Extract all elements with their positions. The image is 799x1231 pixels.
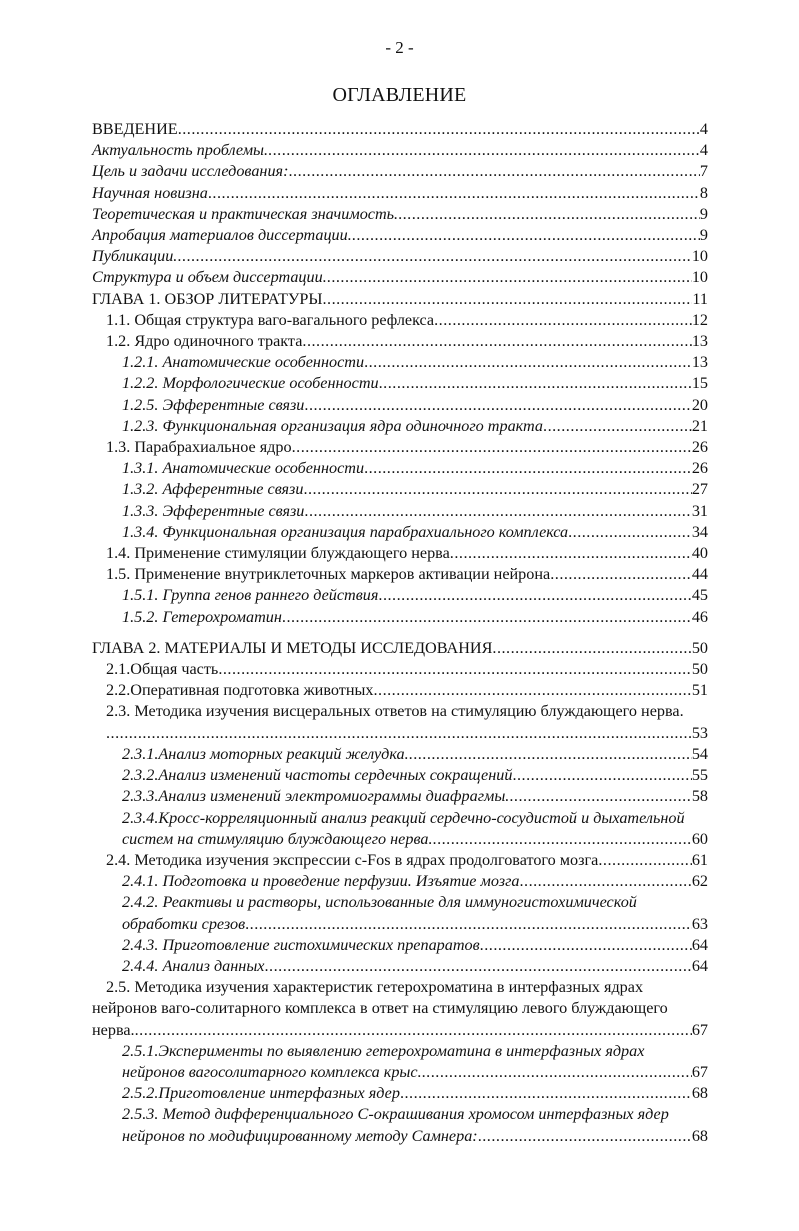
toc-entry-title: 2.3. Методика изучения висцеральных ответов на стимуляцию блуждающего нерва. <box>106 702 684 721</box>
dot-leader <box>400 1083 692 1104</box>
toc-page-number: 34 <box>691 522 708 541</box>
toc-entry-title: 2.3.4.Кросс-корреляционный анализ реакций сердечно-сосудистой и дыхательной <box>122 808 685 827</box>
toc-entry-title: 1.2.3. Функциональная организация ядра одиночного тракта <box>122 416 544 435</box>
toc-entry-title: 1.2.5. Эфферентные связи <box>122 395 305 414</box>
toc-page-number: 63 <box>691 914 708 933</box>
toc-entry-title: 2.4.3. Приготовление гистохимических препаратов <box>122 935 480 954</box>
toc-entry[interactable] <box>92 119 708 140</box>
toc-entry-title: Публикации. <box>92 247 178 266</box>
dot-leader <box>492 638 691 659</box>
dot-leader <box>178 119 700 140</box>
toc-page-number: 51 <box>691 681 708 700</box>
toc-page-number: 68 <box>691 1126 708 1145</box>
toc-entry-title: 1.2.1. Анатомические особенности <box>122 353 365 372</box>
toc-page-number: 15 <box>691 374 708 393</box>
dot-leader <box>304 395 691 416</box>
toc-entry-title: 2.3.3.Анализ изменений электромиограммы диафрагмы. <box>122 787 510 806</box>
toc-entry[interactable] <box>92 289 708 310</box>
toc-entry[interactable] <box>92 373 708 394</box>
toc-entry-title: Структура и объем диссертации. <box>92 268 327 287</box>
toc-entry[interactable] <box>92 808 708 850</box>
toc-page-number: 13 <box>691 332 708 351</box>
toc-page-number: 60 <box>691 829 708 848</box>
toc-entry-title: 2.5.2.Приготовление интерфазных ядер <box>122 1084 400 1103</box>
toc-entry-title: 2.4.4. Анализ данных <box>122 956 265 975</box>
dot-leader <box>398 204 700 225</box>
dot-leader <box>550 564 692 585</box>
dot-leader <box>352 225 700 246</box>
toc-entry[interactable] <box>92 310 708 331</box>
dot-leader <box>434 310 692 331</box>
toc-page-number: 10 <box>691 247 708 266</box>
toc-page-number: 4 <box>699 120 708 138</box>
toc-entry-title: Теоретическая и практическая значимость. <box>92 204 399 223</box>
toc-page-number: 11 <box>692 289 708 308</box>
toc-entry-title: нейронов ваго-солитарного комплекса в ответ на стимуляцию левого блуждающего <box>92 999 668 1018</box>
dot-leader <box>302 331 691 352</box>
toc-entry-title: 1.3.3. Эфферентные связи <box>122 501 305 520</box>
toc-entry[interactable] <box>92 659 708 680</box>
dot-leader <box>208 183 700 204</box>
toc-entry-title: 2.5.1.Эксперименты по выявлению гетерохроматина в интерфазных ядрах <box>122 1041 645 1060</box>
toc-page-number: 50 <box>691 638 708 657</box>
toc-entry-title: ГЛАВА 1. ОБЗОР ЛИТЕРАТУРЫ <box>92 289 323 308</box>
toc-page-number: 53 <box>691 723 708 742</box>
toc-entry[interactable] <box>92 352 708 373</box>
toc-entry[interactable] <box>92 543 708 564</box>
toc-entry[interactable] <box>92 1083 708 1104</box>
dot-leader <box>218 659 691 680</box>
toc-entry-title: 2.1.Общая часть <box>106 660 219 679</box>
toc-page-number: 64 <box>691 956 708 975</box>
toc-entry[interactable] <box>92 1041 708 1083</box>
toc-page-number: 68 <box>691 1084 708 1103</box>
dot-leader <box>478 1126 692 1147</box>
toc-page-number: 8 <box>699 183 708 202</box>
toc-page-number: 9 <box>699 226 708 245</box>
toc-entry-title: обработки срезов <box>122 914 246 933</box>
toc-entry[interactable] <box>92 850 708 871</box>
toc-page-number: 40 <box>691 544 708 563</box>
toc-entry-title: 2.4.1. Подготовка и проведение перфузии. Изъятие мозга <box>122 872 520 891</box>
table-of-contents <box>92 119 708 1147</box>
dot-leader <box>106 723 692 744</box>
toc-entry[interactable] <box>92 183 708 204</box>
dot-leader <box>519 871 691 892</box>
toc-page-number: 50 <box>691 660 708 679</box>
page-number: - 2 - <box>385 38 414 57</box>
dot-leader <box>373 680 691 701</box>
toc-page-number: 26 <box>691 459 708 478</box>
toc-entry-title: 2.4. Методика изучения экспрессии c-Fos в ядрах продолговатого мозга <box>106 850 599 869</box>
dot-leader <box>378 585 691 606</box>
toc-entry-title: 2.3.1.Анализ моторных реакций желудка. <box>122 744 409 763</box>
toc-entry-title: 1.3.4. Функциональная организация парабрахиального комплекса <box>122 522 569 541</box>
toc-entry[interactable] <box>92 1104 708 1146</box>
dot-leader <box>543 416 692 437</box>
toc-entry[interactable] <box>92 204 708 225</box>
toc-page-number: 31 <box>691 501 708 520</box>
toc-page-number: 4 <box>699 141 708 160</box>
toc-entry-title: 2.5. Методика изучения характеристик гетерохроматина в интерфазных ядрах <box>106 978 644 997</box>
toc-page-number: 62 <box>691 872 708 891</box>
toc-entry[interactable] <box>92 564 708 585</box>
dot-leader <box>327 267 692 288</box>
toc-page-number: 58 <box>691 787 708 806</box>
dot-leader <box>282 607 692 628</box>
toc-entry[interactable] <box>92 331 708 352</box>
toc-entry-title: 1.5. Применение внутриклеточных маркеров активации нейрона <box>106 565 551 584</box>
toc-entry-title: 1.3.1. Анатомические особенности <box>122 459 365 478</box>
toc-page-number: 12 <box>691 310 708 329</box>
toc-page-number: 13 <box>691 353 708 372</box>
toc-entry-title: 1.4. Применение стимуляции блуждающего нерва <box>106 544 450 563</box>
toc-entry-title: Цель и задачи исследования: <box>92 162 289 181</box>
toc-entry[interactable] <box>92 267 708 288</box>
toc-entry[interactable] <box>92 161 708 182</box>
toc-entry-title: 2.4.2. Реактивы и растворы, использованные для иммуногистохимической <box>122 893 637 912</box>
toc-entry-title: 1.2. Ядро одиночного тракта <box>106 332 303 351</box>
dot-leader <box>512 765 691 786</box>
toc-entry[interactable] <box>92 871 708 892</box>
dot-leader <box>177 246 691 267</box>
toc-entry-title: 2.3.2.Анализ изменений частоты сердечных сокращений <box>122 766 513 785</box>
dot-leader <box>450 543 692 564</box>
toc-entry[interactable] <box>92 501 708 522</box>
toc-entry-title: ВВЕДЕНИЕ <box>92 120 178 138</box>
toc-entry[interactable] <box>92 458 708 479</box>
toc-entry-title: Апробация материалов диссертации. <box>92 226 352 245</box>
toc-entry[interactable] <box>92 638 708 659</box>
toc-page-number: 9 <box>699 204 708 223</box>
dot-leader <box>568 522 692 543</box>
toc-entry-title: нерва. <box>92 1020 135 1039</box>
toc-page-number: 64 <box>691 935 708 954</box>
toc-entry-title: Научная новизна <box>92 183 208 202</box>
toc-entry[interactable] <box>92 607 708 628</box>
dot-leader <box>379 373 692 394</box>
toc-page-number: 61 <box>691 850 708 869</box>
toc-page-number: 20 <box>691 395 708 414</box>
toc-entry-title: 1.5.1. Группа генов раннего действия <box>122 586 379 605</box>
toc-entry[interactable] <box>92 956 708 977</box>
toc-entry-title: 2.5.3. Метод дифференциального С-окрашивания хромосом интерфазных ядер <box>122 1105 669 1124</box>
dot-leader <box>480 935 692 956</box>
toc-page-number: 44 <box>691 565 708 584</box>
toc-entry-title: 1.5.2. Гетерохроматин <box>122 607 282 626</box>
toc-page-number: 45 <box>691 586 708 605</box>
dot-leader <box>265 956 692 977</box>
section-gap <box>92 628 708 638</box>
toc-entry[interactable] <box>92 892 708 934</box>
toc-entry[interactable] <box>92 585 708 606</box>
toc-entry[interactable] <box>92 977 708 1041</box>
dot-leader <box>598 850 691 871</box>
toc-entry-title: нейронов вагосолитарного комплекса крыс. <box>122 1062 422 1081</box>
toc-entry-title: 1.3.2. Афферентные связи <box>122 480 304 499</box>
dot-leader <box>364 352 692 373</box>
toc-page-number: 54 <box>691 744 708 763</box>
dot-leader <box>422 1062 692 1083</box>
dot-leader <box>433 829 692 850</box>
dot-leader <box>322 289 692 310</box>
toc-entry[interactable] <box>92 935 708 956</box>
toc-entry-title: 1.3. Парабрахиальное ядро <box>106 438 292 457</box>
toc-entry[interactable] <box>92 479 708 500</box>
toc-page-number: 10 <box>691 268 708 287</box>
toc-entry-title: Актуальность проблемы. <box>92 141 269 160</box>
toc-page-number: 55 <box>691 766 708 785</box>
toc-entry-title: 1.2.2. Морфологические особенности <box>122 374 379 393</box>
toc-page-number: 21 <box>691 416 708 435</box>
toc-page-number: 26 <box>691 438 708 457</box>
dot-leader <box>303 479 691 500</box>
toc-entry[interactable] <box>92 744 708 765</box>
toc-page-number: 46 <box>691 607 708 626</box>
toc-entry-title: ГЛАВА 2. МАТЕРИАЛЫ И МЕТОДЫ ИССЛЕДОВАНИЯ <box>92 638 493 657</box>
toc-page-number: 67 <box>691 1062 708 1081</box>
toc-entry[interactable] <box>92 395 708 416</box>
toc-entry[interactable] <box>92 522 708 543</box>
toc-entry[interactable] <box>92 225 708 246</box>
toc-entry[interactable] <box>92 246 708 267</box>
toc-entry-title: 1.1. Общая структура ваго-вагального рефлекса <box>106 310 435 329</box>
toc-entry-title: 2.2.Оперативная подготовка животных <box>106 681 374 700</box>
toc-entry-title: систем на стимуляцию блуждающего нерва. <box>122 829 433 848</box>
dot-leader <box>364 458 692 479</box>
toc-entry[interactable] <box>92 437 708 458</box>
toc-entry-title: нейронов по модифицированному методу Самнера: <box>122 1126 478 1145</box>
dot-leader <box>135 1020 692 1041</box>
dot-leader <box>268 140 700 161</box>
toc-entry[interactable] <box>92 416 708 437</box>
toc-entry[interactable] <box>92 701 708 743</box>
toc-entry[interactable] <box>92 140 708 161</box>
toc-page-number: 27 <box>691 480 708 499</box>
dot-leader <box>304 501 691 522</box>
toc-page-number: 67 <box>691 1020 708 1039</box>
dot-leader <box>409 744 692 765</box>
toc-entry[interactable] <box>92 765 708 786</box>
page-title: ОГЛАВЛЕНИЕ <box>332 84 467 106</box>
dot-leader <box>288 161 699 182</box>
dot-leader <box>292 437 692 458</box>
toc-entry[interactable] <box>92 680 708 701</box>
toc-page-number: 7 <box>699 162 708 181</box>
toc-entry[interactable] <box>92 786 708 807</box>
dot-leader <box>245 914 692 935</box>
dot-leader <box>509 786 691 807</box>
